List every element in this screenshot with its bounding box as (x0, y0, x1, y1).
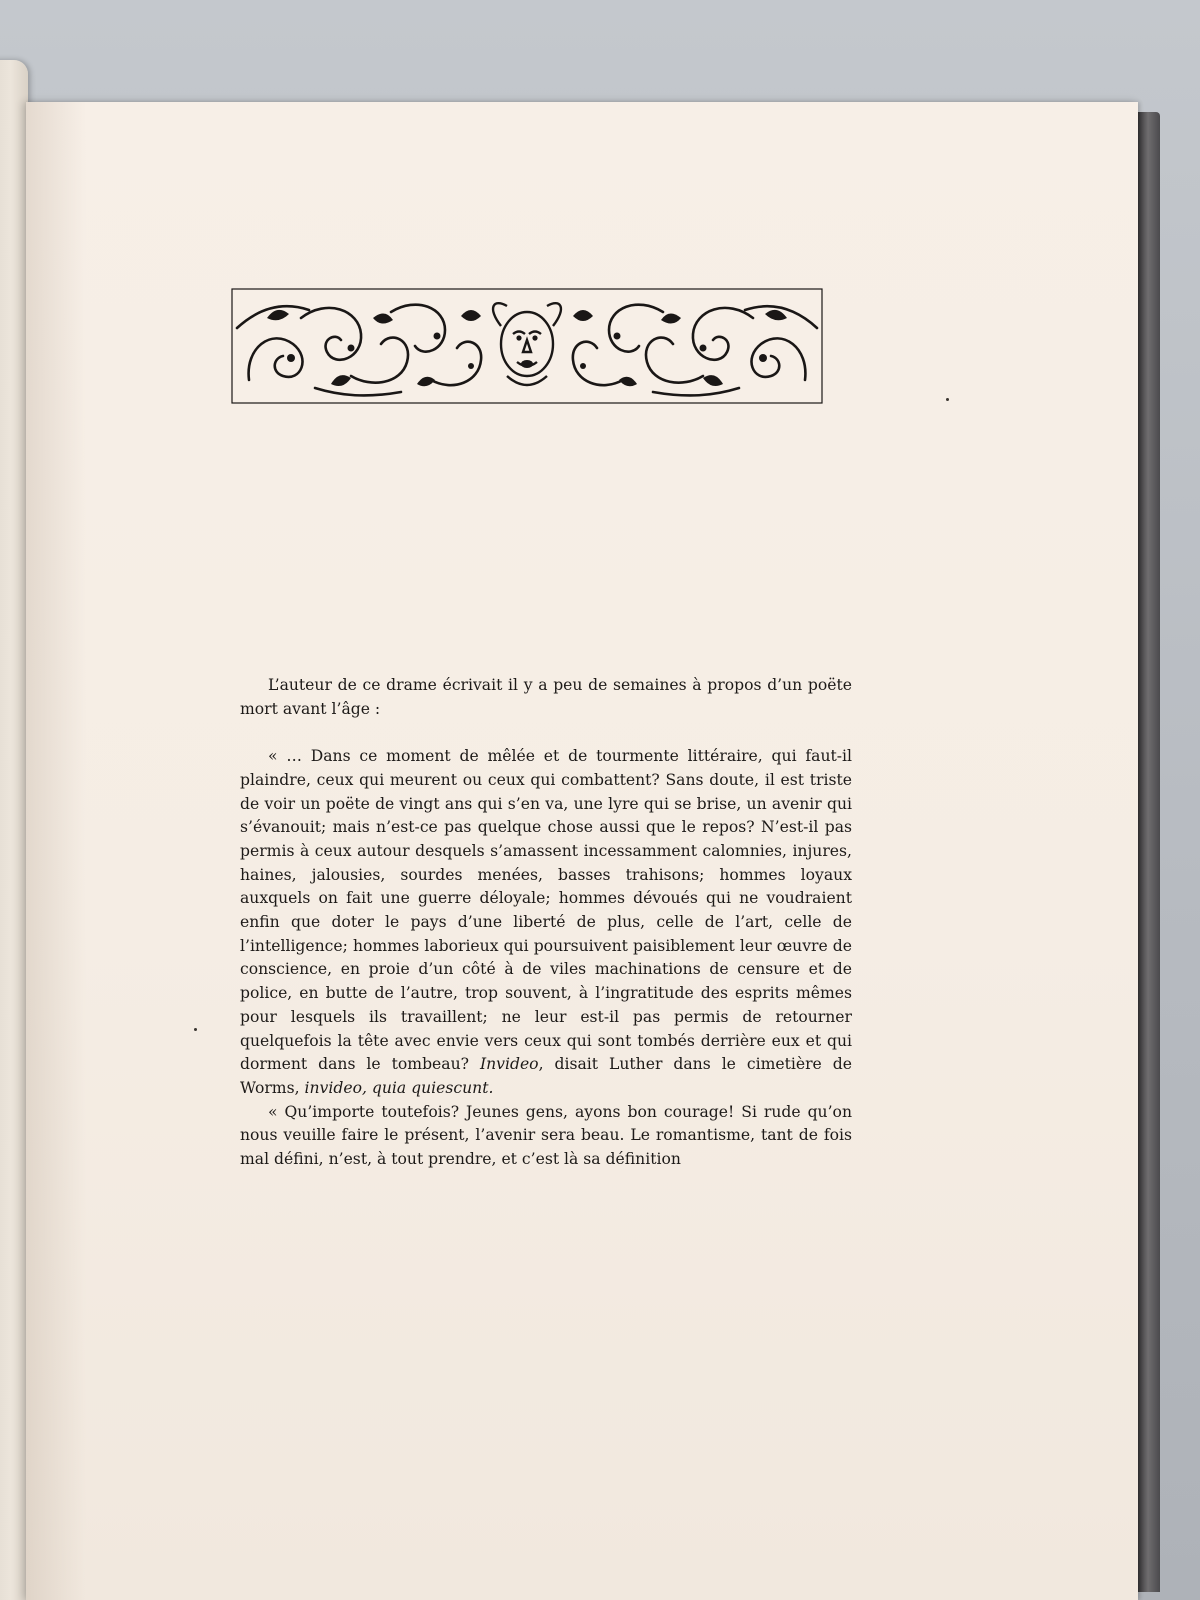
book-page (26, 102, 1138, 1600)
paragraph-intro: L’auteur de ce drame écrivait il y a peu de semaines à propos d’un poëte mort avant l’âge : (240, 676, 852, 718)
paper-speck (194, 1028, 197, 1031)
body-text (240, 674, 852, 1172)
facing-page-edge (0, 60, 28, 1600)
quote-body: « … Dans ce moment de mêlée et de tourmente littéraire, qui faut-il plaindre, ceux qui meurent ou ceux qui combattent? Sans doute, il est triste de voir un poëte de vingt ans qui s’en va, une lyre qui se brise, un avenir qui s’évanouit; mais n’est-ce pas quelque chose aussi que le repos? N’est-il pas permis à ceux autour desquels s’amassent incessamment calomnies, injures, haines, jalousies, sourdes menées, basses trahisons; hommes loyaux auxquels on fait une guerre déloyale; hommes dévoués qui ne voudraient enfin que doter le pays d’une liberté de plus, celle de l’art, celle de l’intelligence; hommes laborieux qui poursuivent paisiblement leur œuvre de conscience, en proie d’un côté à de viles machinations de censure et de police, en butte de l’autre, trop souvent, à l’ingratitude des esprits mêmes pour lesquels ils travaillent; ne leur est-il pas permis de retourner quelquefois la tête avec envie vers ceux qui sont tombés derrière eux et qui dorment dans le tombeau? (240, 747, 852, 1074)
paragraph-quote (240, 745, 852, 1101)
paper-speck (946, 398, 949, 401)
italic-invideo: Invideo (479, 1055, 539, 1074)
ornamental-headpiece-icon (231, 288, 823, 404)
quote-attribution: , disait Luther dans le cimetière de Worms, (240, 1055, 852, 1097)
paragraph-courage: « Qu’importe toutefois? Jeunes gens, ayons bon courage! Si rude qu’on nous veuille faire le présent, l’avenir sera beau. Le romantisme, tant de fois mal défini, n’est, à tout prendre, et c’est là sa définition (240, 1102, 852, 1169)
italic-invideo-quia: invideo, quia quiescunt. (304, 1078, 494, 1097)
